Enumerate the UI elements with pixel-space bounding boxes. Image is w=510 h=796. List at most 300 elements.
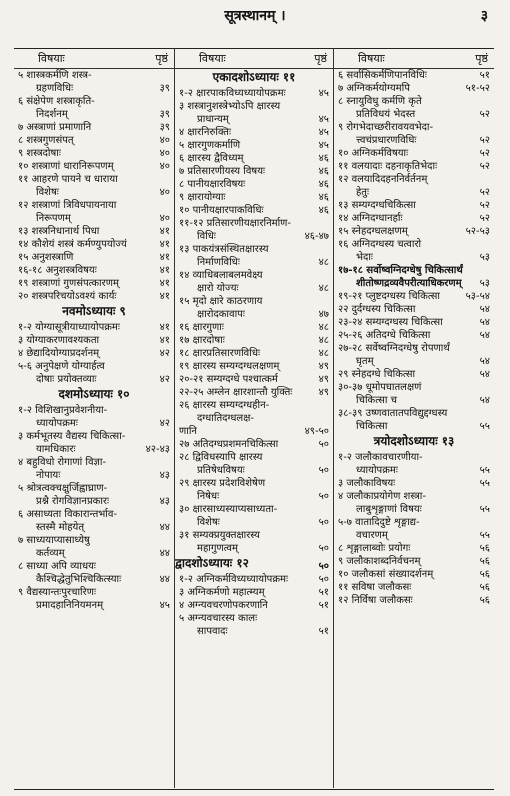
index-entry	[334, 212, 494, 225]
entry-subject-continuation: ध्यायोपक्रमः	[356, 465, 398, 476]
entry-page-number: ५३	[479, 278, 490, 289]
entry-page-number: ५४	[479, 395, 490, 406]
entry-subject: २० शस्त्रपरिचयोऽवश्यं कार्यः	[18, 291, 117, 302]
index-entry	[175, 139, 333, 152]
index-entry	[334, 290, 494, 303]
entry-subject: १४ कौशेयं शस्त्रं कर्मण्युपयोज्यं	[18, 239, 127, 250]
entry-subject: ७ अस्त्राणां प्रमाणानि	[18, 122, 92, 133]
index-entry	[14, 160, 174, 173]
index-entry	[14, 430, 174, 456]
index-entry	[334, 238, 494, 264]
index-entry	[175, 399, 333, 425]
entry-page-number: ५२	[479, 135, 490, 146]
index-entry	[334, 381, 494, 407]
entry-subject: १९-२१ प्लुष्टदग्धस्य चिकित्सा	[338, 291, 441, 302]
index-entry	[175, 321, 333, 334]
index-entry	[334, 121, 494, 147]
chapter-heading	[334, 433, 494, 451]
entry-page-number: ४८	[318, 283, 329, 294]
entry-page-number: ४१	[159, 335, 170, 346]
entry-subject: १४ अग्निदग्धानर्हाः	[338, 213, 403, 224]
entry-page-number: ५३	[479, 252, 490, 263]
entry-subject: ४ क्षारनिरुक्तिः	[179, 127, 232, 138]
chapter-heading	[175, 69, 333, 87]
entry-page-number: ४६	[318, 179, 329, 190]
entry-subject: १६-१८ अनुशस्त्रविषयः	[18, 265, 97, 276]
entry-subject-continuation: प्रमादहानिनियमनम्	[36, 600, 104, 611]
index-entry	[175, 438, 333, 451]
index-entry	[334, 594, 494, 607]
entry-page-number: ३९	[159, 122, 170, 133]
column-header-page: पृष्ठं	[475, 52, 488, 65]
entry-page-number: ४०	[159, 161, 170, 172]
index-entry	[175, 451, 333, 477]
entry-subject-continuation: महागुणत्वम्	[197, 543, 238, 554]
index-entry	[14, 290, 174, 303]
entry-page-number: ४५	[318, 127, 329, 138]
entry-subject: १२ निर्विषा जलौकसः	[338, 595, 413, 606]
entry-subject: २९ स्नेहदग्धे चिकित्सा	[338, 369, 416, 380]
entry-subject: १६ क्षारगुणाः	[179, 322, 224, 333]
entry-subject: ३ शस्त्रानुशस्त्रेभ्योऽपि क्षारस्य	[179, 101, 281, 112]
entry-page-number: ५५	[479, 478, 490, 489]
entry-page-number: ४७	[318, 309, 329, 320]
entry-page-number: ५६	[479, 569, 490, 580]
entry-subject: ३०-३७ धूमोपघातलक्षणं	[338, 382, 422, 393]
entry-subject: ३ जलौकाविषयः	[338, 478, 396, 489]
entry-subject: १४ व्याधिबलाबलमवेक्ष्य	[179, 270, 263, 281]
entry-subject-continuation: घृतम्	[356, 356, 374, 367]
entry-page-number: ४१	[159, 291, 170, 302]
index-entry	[14, 347, 174, 360]
index-entry	[334, 542, 494, 555]
entry-subject: १५ स्नेहदग्धलक्षणम्	[338, 226, 408, 237]
entry-subject-continuation: कर्तव्यम्	[36, 548, 65, 559]
index-entry	[14, 238, 174, 251]
entry-page-number: ४८	[318, 335, 329, 346]
entry-subject-continuation: निदर्शनम्	[36, 109, 68, 120]
entry-subject-continuation: क्षारोदकावापः	[197, 309, 245, 320]
index-entry	[175, 191, 333, 204]
index-column-2	[175, 48, 333, 788]
entry-page-number: ५४	[479, 330, 490, 341]
entry-subject: ६ सर्वासिकर्मणिपानविधिः	[338, 70, 427, 81]
entry-page-number: ५४	[479, 356, 490, 367]
entry-page-number: ५०	[318, 517, 329, 528]
entry-page-number: ४२	[159, 418, 170, 429]
column-header-subject: विषयाः	[38, 52, 65, 65]
entry-page-number: ५२	[479, 148, 490, 159]
index-entry	[334, 147, 494, 160]
column-header-subject: विषयाः	[358, 52, 385, 65]
index-entry	[334, 225, 494, 238]
index-entry	[175, 599, 333, 612]
entry-page-number: ५२	[479, 213, 490, 224]
index-entry	[175, 152, 333, 165]
index-entry	[175, 573, 333, 586]
index-entry	[175, 347, 333, 360]
index-entry	[175, 269, 333, 295]
entry-subject: ३८-३९ उष्णवातातपविद्युद्दग्धस्य	[338, 408, 448, 419]
entry-page-number: ५६	[479, 556, 490, 567]
entry-page-number: ५०	[318, 543, 329, 554]
index-entry	[175, 503, 333, 529]
index-entry	[175, 612, 333, 638]
entry-page-number: ५२-५३	[465, 226, 490, 237]
entry-page-number: ५५	[479, 530, 490, 541]
index-entry	[334, 451, 494, 477]
index-entry	[14, 251, 174, 264]
entry-subject: ३ योग्याकरणावश्यकता	[18, 335, 100, 346]
index-entry	[175, 386, 333, 399]
entry-page-number: ५१	[318, 626, 329, 637]
index-entry	[334, 555, 494, 568]
index-rows	[334, 69, 494, 607]
entry-subject-continuation: स्तस्मै मोहयेत्	[36, 522, 85, 533]
index-entry	[334, 199, 494, 212]
entry-page-number: ४४	[159, 574, 170, 585]
column-header	[14, 48, 174, 69]
entry-subject: १७ क्षारदोषाः	[179, 335, 225, 346]
entry-subject: ५ अग्न्यवचारस्य कालः	[179, 613, 258, 624]
entry-page-number: ५४	[479, 304, 490, 315]
entry-page-number: ४३	[159, 496, 170, 507]
entry-subject: ५ श्रोत्रत्वक्चक्षुर्जिह्वाघ्राण-	[18, 483, 108, 494]
index-entry	[175, 295, 333, 321]
entry-subject: ४ अग्न्यवचरणोपकरणानि	[179, 600, 268, 611]
index-entry	[334, 95, 494, 121]
index-entry	[14, 121, 174, 134]
entry-subject-continuation: वचारणम्	[356, 530, 388, 541]
entry-subject: ११-१२ प्रतिसारणीयक्षारनिर्माण-	[179, 218, 292, 229]
entry-subject: ६ क्षारस्य द्वैविध्यम्	[179, 153, 244, 164]
column-header	[334, 48, 494, 69]
chapter-title: दशमोऽध्यायः १०	[58, 387, 130, 401]
entry-page-number: ४६	[318, 205, 329, 216]
index-entry	[14, 508, 174, 534]
entry-subject: १३ शस्त्रनिधानार्थ पिधा	[18, 226, 100, 237]
index-entry	[14, 534, 174, 560]
index-entry	[175, 477, 333, 503]
page-title: सूत्रस्थानम् ।	[224, 8, 286, 24]
index-entry	[14, 199, 174, 225]
entry-page-number: ४६-४७	[304, 231, 329, 242]
index-entry	[334, 342, 494, 368]
entry-page-number: ४८	[318, 257, 329, 268]
entry-subject: १-२ जलौकावचारणीया-	[338, 452, 423, 463]
index-entry	[14, 277, 174, 290]
index-column-3	[334, 48, 494, 788]
column-header-page: पृष्ठं	[314, 52, 327, 65]
entry-subject: ८ शृङ्गालाब्वोः प्रयोगः	[338, 543, 411, 554]
index-entry	[334, 69, 494, 82]
entry-page-number: ३९	[159, 83, 170, 94]
column-header-subject: विषयाः	[199, 52, 226, 65]
entry-page-number: ५५	[479, 465, 490, 476]
entry-subject-continuation: विशेषः	[36, 187, 59, 198]
chapter-title: द्वादशोऽध्यायः १२	[175, 556, 249, 570]
entry-subject-continuation: दग्धातिदग्धलक्ष-	[197, 413, 254, 424]
entry-page-number: ५१-५२	[465, 83, 490, 94]
chapter-heading	[175, 555, 333, 573]
entry-subject: ५-६ अनुपेक्षणे योग्यार्हत्व	[18, 361, 105, 372]
entry-page-number: ४६	[318, 153, 329, 164]
entry-subject: १९ क्षारस्य सम्यग्दग्धलक्षणम्	[179, 361, 280, 372]
entry-page-number: ५१	[318, 600, 329, 611]
entry-page-number: ४१	[159, 322, 170, 333]
entry-subject: ३ अग्निकर्मणो महात्म्यम्	[179, 587, 265, 598]
entry-page-number: ४१	[159, 278, 170, 289]
entry-page-number: ५२	[479, 109, 490, 120]
entry-subject: ७ साध्ययाप्यासाध्येषु	[18, 535, 90, 546]
index-entry	[175, 165, 333, 178]
index-entry	[334, 329, 494, 342]
entry-page-number: ४९	[318, 387, 329, 398]
entry-page-number: ५६	[479, 582, 490, 593]
index-entry	[334, 303, 494, 316]
index-entry	[14, 586, 174, 612]
entry-subject: ३० क्षारसाध्यस्याप्यसाध्यता-	[179, 504, 278, 515]
chapter-title: नवमोऽध्यायः ९	[62, 304, 126, 318]
index-entry	[175, 87, 333, 100]
index-entry	[334, 160, 494, 173]
column-header-page: पृष्ठं	[155, 52, 168, 65]
entry-page-number: ५०	[318, 561, 329, 572]
index-rows	[14, 69, 174, 612]
entry-subject: णानि	[179, 426, 197, 437]
index-entry	[175, 373, 333, 386]
chapter-title: एकादशोऽध्यायः ११	[212, 70, 296, 84]
chapter-heading	[14, 303, 174, 321]
entry-subject: २७ अतिदग्धप्रशमनचिकित्सा	[179, 439, 279, 450]
entry-page-number: ४४	[159, 522, 170, 533]
index-entry	[175, 586, 333, 599]
entry-page-number: ३९	[159, 109, 170, 120]
index-entry	[334, 316, 494, 329]
entry-subject: ११ आहरणे पायने च धाराया	[18, 174, 118, 185]
entry-page-number: ५२	[479, 187, 490, 198]
entry-page-number: ४१	[159, 252, 170, 263]
index-entry	[175, 529, 333, 555]
entry-subject: ११ सविषा जलौकसः	[338, 582, 412, 593]
entry-subject-continuation: निषेधः	[197, 491, 220, 502]
entry-subject: १२ वलयादिदहननिर्वर्तनम्	[338, 174, 428, 185]
entry-page-number: ५५	[479, 504, 490, 515]
entry-subject: ७ प्रतिसारणीयस्य विषयः	[179, 166, 266, 177]
entry-subject-continuation: सापवादः	[197, 626, 228, 637]
entry-subject-continuation: क्षारो योज्यः	[197, 283, 239, 294]
entry-subject: १-२ योग्यासूत्रीयाध्यायोपक्रमः	[18, 322, 120, 333]
entry-page-number: ५४	[479, 317, 490, 328]
entry-page-number: ४०	[159, 148, 170, 159]
index-entry	[175, 360, 333, 373]
entry-subject: ६ संक्षेपेण शस्त्राकृति-	[18, 96, 95, 107]
entry-subject: ३ कर्मभूतस्य वैद्यस्य चिकित्सा-	[18, 431, 126, 442]
entry-page-number: ४०	[159, 213, 170, 224]
index-entry	[334, 516, 494, 542]
index-entry	[14, 404, 174, 430]
entry-subject: १० पानीयक्षारपाकविधिः	[179, 205, 264, 216]
index-entry	[14, 147, 174, 160]
entry-page-number: ४५	[159, 600, 170, 611]
entry-subject: ८ साध्या अपि व्याधयः	[18, 561, 96, 572]
index-entry	[14, 95, 174, 121]
entry-subject-continuation: नोपायः	[36, 470, 61, 481]
entry-page-number: ४५	[318, 140, 329, 151]
index-entry	[175, 178, 333, 191]
entry-subject-continuation: चिकित्सा	[356, 421, 388, 432]
entry-subject: १३ सम्यग्दग्धचिकित्सा	[338, 200, 416, 211]
entry-subject: २३-२४ सम्यग्दग्धस्य चिकित्सा	[338, 317, 443, 328]
page-header	[0, 4, 510, 26]
entry-page-number: ४१	[159, 226, 170, 237]
entry-page-number: ४९	[318, 361, 329, 372]
entry-subject: २९ क्षारस्य प्रदेशविशेषेण	[179, 478, 266, 489]
entry-subject: ४ जलौकाप्रयोगेण शस्त्रा-	[338, 491, 426, 502]
entry-subject: १-२ अग्निकर्मविध्यध्यायोपक्रमः	[179, 574, 289, 585]
entry-subject: ५ शास्त्रकर्मणि शस्त्र-	[18, 70, 92, 81]
entry-subject-continuation: विशेषः	[197, 517, 220, 528]
entry-page-number: ४८	[318, 348, 329, 359]
index-entry	[175, 425, 333, 438]
entry-page-number: ५६	[479, 543, 490, 554]
entry-subject-continuation: प्रतिविधयं भेदस्त	[356, 109, 416, 120]
entry-page-number: ४१	[159, 265, 170, 276]
index-entry	[14, 69, 174, 95]
entry-subject-continuation: कैश्चिद्धेतुभिश्चिकित्स्याः	[36, 574, 122, 585]
entry-subject-continuation: भेदाः	[356, 252, 373, 263]
entry-subject: २६ क्षारस्य सम्यग्दग्धहीन-	[179, 400, 270, 411]
entry-subject-continuation: चिकित्सा च	[356, 395, 397, 406]
entry-page-number: ४९	[318, 374, 329, 385]
entry-page-number: ४०	[159, 135, 170, 146]
entry-page-number: ५२	[479, 161, 490, 172]
index-entry	[14, 225, 174, 238]
index-entry	[175, 217, 333, 243]
entry-page-number: ५०	[318, 439, 329, 450]
entry-page-number: ४४	[159, 548, 170, 559]
entry-subject-continuation: हेतुः	[356, 187, 370, 198]
entry-subject: ३१ सम्यक्प्रयुक्तक्षारस्य	[179, 530, 260, 541]
entry-subject: ८ पानीयक्षारविषयः	[179, 179, 246, 190]
entry-subject: १० शस्त्राणां धारानिरूपणम्	[18, 161, 114, 172]
entry-subject: २०-२१ सम्यग्दग्धे पश्चात्कर्म	[179, 374, 278, 385]
entry-subject-continuation: शीतोष्णद्रव्यवैपरीत्याधिकरणम्	[356, 278, 462, 289]
entry-subject: ८ शस्त्रगुणसंपत्	[18, 135, 74, 146]
entry-subject: १-२ विशिखानुप्रवेशनीया-	[18, 405, 108, 416]
entry-page-number: ४५	[318, 88, 329, 99]
entry-subject: ५ क्षारगुणकर्माणि	[179, 140, 241, 151]
index-entry	[175, 126, 333, 139]
index-entry	[334, 264, 494, 290]
entry-subject: ११ वलयादाः दहनाकृतिभेदाः	[338, 161, 438, 172]
entry-subject: ४ बहुविधो रोगाणां विज्ञा-	[18, 457, 107, 468]
index-entry	[175, 334, 333, 347]
entry-page-number: ४२	[159, 348, 170, 359]
entry-subject-continuation: प्रश्नै रोगविज्ञानप्रकारः	[36, 496, 110, 507]
index-entry	[14, 334, 174, 347]
entry-page-number: ४२	[159, 374, 170, 385]
index-entry	[14, 264, 174, 277]
entry-subject: ५-७ वातादिदुष्टे शृङ्गाद्य-	[338, 517, 420, 528]
index-entry	[334, 368, 494, 381]
index-rows	[175, 69, 333, 638]
entry-subject: ७ अग्निकर्मयोग्यमपि	[338, 83, 410, 94]
entry-subject: १९ शस्त्राणां गुणसंपत्कारणम्	[18, 278, 119, 289]
index-entry	[14, 482, 174, 508]
entry-subject-continuation: प्राधान्यम्	[197, 114, 229, 125]
entry-subject: २७-२८ सर्वेष्वग्निदग्धेषु रोपणार्थं	[338, 343, 450, 354]
index-entry	[334, 477, 494, 490]
chapter-title: त्रयोदशोऽध्यायः १३	[373, 434, 455, 448]
entry-subject: १७-१८ सर्वोष्वग्निदग्धेषु चिकित्सार्थं	[338, 265, 463, 276]
entry-subject: ९ क्षारायोग्याः	[179, 192, 226, 203]
index-entry	[334, 568, 494, 581]
column-header	[175, 48, 333, 69]
entry-subject: २५-२६ अतिदग्धे चिकित्सा	[338, 330, 431, 341]
index-entry	[14, 456, 174, 482]
entry-page-number: ४६	[318, 166, 329, 177]
entry-subject: ६ असाध्यता विकारान्तर्भाव-	[18, 509, 118, 520]
index-entry	[334, 490, 494, 516]
index-column-1	[14, 48, 174, 788]
index-entry	[14, 560, 174, 586]
entry-page-number: ५३-५४	[465, 291, 490, 302]
page-number: ३	[480, 8, 488, 24]
entry-subject: १५ अनुशस्त्राणि	[18, 252, 74, 263]
index-entry	[14, 134, 174, 147]
entry-subject: १८ क्षारप्रतिसारणविधिः	[179, 348, 260, 359]
entry-subject: ४ छेद्यादियोग्याप्रदर्शनम्	[18, 348, 100, 359]
index-entry	[175, 204, 333, 217]
entry-page-number: ४३	[159, 470, 170, 481]
entry-subject: १६ अग्निदग्धस्य चत्वारो	[338, 239, 422, 250]
entry-subject: १० जलौकसां संख्यादर्शनम्	[338, 569, 434, 580]
index-entry	[14, 173, 174, 199]
index-entry	[175, 243, 333, 269]
entry-subject: १२ शस्त्राणां त्रिविधपायनाया	[18, 200, 117, 211]
entry-page-number: ४०	[159, 187, 170, 198]
entry-page-number: ५१	[318, 587, 329, 598]
entry-subject: १५ मृदो क्षारे काठरणाय	[179, 296, 263, 307]
entry-page-number: ५०	[318, 491, 329, 502]
entry-page-number: ५५	[479, 421, 490, 432]
entry-subject: १० अग्निकर्मविषयाः	[338, 148, 409, 159]
index-entry	[175, 100, 333, 126]
entry-subject: ९ वैद्यस्यान्तःपुरचारिणः	[18, 587, 96, 598]
entry-subject-continuation: निर्माणविधिः	[197, 257, 240, 268]
entry-subject: १-२ क्षारपाकविध्यध्यायोपक्रमः	[179, 88, 286, 99]
entry-subject-continuation: यामधिकारः	[36, 444, 76, 455]
entry-page-number: ५४	[479, 369, 490, 380]
entry-page-number: ५१	[479, 70, 490, 81]
entry-subject-continuation: निरूपणम्	[36, 213, 71, 224]
entry-page-number: ५०	[318, 574, 329, 585]
entry-page-number: ४५	[318, 114, 329, 125]
entry-subject: ९ रोगभेदाच्छरीरावयवभेदा-	[338, 122, 434, 133]
entry-subject-continuation: लाबुशृङ्गाणां विषयः	[356, 504, 422, 515]
entry-subject-continuation: दोषाः प्रयोक्तव्याः	[36, 374, 97, 385]
entry-subject: ९ जलौकाशब्दनिर्वचनम्	[338, 556, 421, 567]
entry-page-number: ४२-४३	[145, 444, 170, 455]
index-entry	[334, 173, 494, 199]
entry-page-number: ४६	[318, 192, 329, 203]
entry-page-number: ५२	[479, 200, 490, 211]
entry-subject: २२ दुर्दग्धस्य चिकित्सा	[338, 304, 416, 315]
entry-subject: ८ स्नायुविधु कर्मणि कृते	[338, 96, 422, 107]
entry-page-number: ४९-५०	[304, 426, 329, 437]
entry-subject-continuation: ध्यायोपक्रमः	[36, 418, 78, 429]
